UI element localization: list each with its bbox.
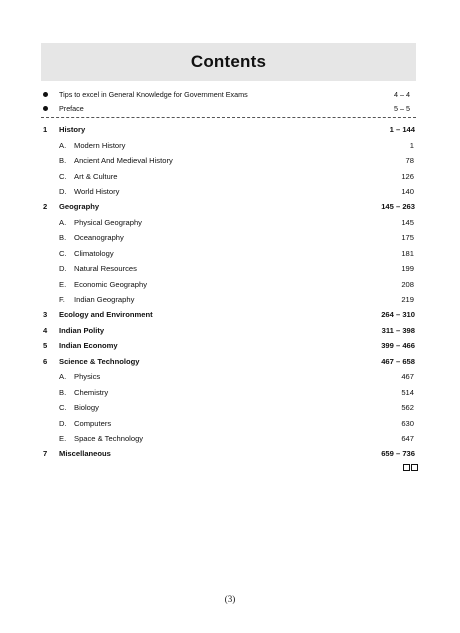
section-page: 208 [401, 279, 414, 289]
section-page: 219 [401, 295, 414, 305]
section-letter: B. [59, 233, 67, 243]
chapter-row [41, 446, 416, 461]
chapter-number: 6 [43, 356, 48, 366]
section-title: Modern History [74, 140, 126, 150]
section-letter: D. [59, 186, 67, 196]
chapter-pages: 1 – 144 [389, 125, 415, 135]
chapter-pages: 145 – 263 [381, 202, 415, 212]
page-number: (3) [224, 594, 236, 604]
section-title: Biology [74, 403, 99, 413]
section-letter: E. [59, 433, 67, 443]
section-page: 175 [401, 233, 414, 243]
section-letter: A. [59, 217, 67, 227]
chapter-title: Science & Technology [59, 356, 140, 366]
title-bar [41, 43, 416, 81]
section-title: Natural Resources [74, 264, 137, 274]
page-title: Contents [190, 52, 267, 71]
chapter-number: 5 [43, 341, 48, 351]
intro-item-pages: 4 – 4 [394, 89, 410, 99]
section-row [41, 292, 416, 307]
section-title: Computers [74, 418, 112, 428]
section-page: 145 [401, 217, 414, 227]
section-page: 181 [401, 248, 414, 258]
section-page: 199 [401, 264, 414, 274]
section-title: Space & Technology [74, 433, 144, 443]
chapter-row [41, 199, 416, 214]
chapter-title: Indian Economy [59, 341, 118, 351]
chapter-pages: 467 – 658 [381, 356, 415, 366]
section-row [41, 168, 416, 183]
chapter-pages: 659 – 736 [381, 449, 415, 459]
section-page: 630 [401, 418, 414, 428]
section-letter: C. [59, 248, 67, 258]
section-title: Physical Geography [74, 217, 142, 227]
section-row [41, 230, 416, 245]
section-letter: A. [59, 140, 67, 150]
section-page: 514 [401, 387, 414, 397]
section-row [41, 415, 416, 430]
bullet-icon [43, 106, 48, 111]
section-letter: F. [59, 295, 65, 305]
chapter-row [41, 122, 416, 137]
section-letter: C. [59, 171, 67, 181]
chapter-number: 4 [43, 325, 48, 335]
section-row [41, 276, 416, 291]
section-row [41, 137, 416, 152]
section-page: 140 [401, 186, 414, 196]
intro-item-label: Tips to excel in General Knowledge for Government Exams [59, 89, 248, 99]
section-row [41, 184, 416, 199]
section-row [41, 215, 416, 230]
chapter-row [41, 354, 416, 369]
section-title: Oceanography [74, 233, 124, 243]
section-title: Climatology [74, 248, 114, 258]
section-letter: B. [59, 387, 67, 397]
section-row [41, 246, 416, 261]
section-page: 562 [401, 403, 414, 413]
section-row [41, 369, 416, 384]
chapter-row [41, 323, 416, 338]
chapter-row [41, 338, 416, 353]
section-row [41, 261, 416, 276]
chapter-pages: 264 – 310 [381, 310, 415, 320]
intro-list [41, 87, 416, 115]
double-square-end-mark-icon [403, 464, 418, 471]
chapter-row [41, 307, 416, 322]
chapter-number: 2 [43, 202, 48, 212]
toc-list [41, 122, 416, 462]
chapter-title: Miscellaneous [59, 449, 111, 459]
section-page: 78 [405, 156, 414, 166]
section-letter: E. [59, 279, 67, 289]
chapter-title: Indian Polity [59, 325, 105, 335]
section-letter: B. [59, 156, 67, 166]
chapter-number: 3 [43, 310, 48, 320]
dashed-divider [41, 117, 416, 118]
section-page: 126 [401, 171, 414, 181]
chapter-pages: 399 – 466 [381, 341, 415, 351]
section-page: 647 [401, 433, 414, 443]
chapter-number: 1 [43, 125, 48, 135]
section-page: 1 [409, 140, 414, 150]
intro-item [41, 87, 416, 101]
section-letter: A. [59, 372, 67, 382]
section-letter: D. [59, 418, 67, 428]
section-row [41, 153, 416, 168]
section-row [41, 384, 416, 399]
intro-item-label: Preface [59, 103, 84, 113]
section-title: Chemistry [74, 387, 109, 397]
bullet-icon [43, 92, 48, 97]
section-title: Art & Culture [74, 171, 118, 181]
chapter-title: Geography [59, 202, 100, 212]
section-letter: C. [59, 403, 67, 413]
section-title: World History [74, 186, 120, 196]
section-title: Ancient And Medieval History [74, 156, 173, 166]
chapter-pages: 311 – 398 [381, 325, 415, 335]
section-row [41, 431, 416, 446]
chapter-title: Ecology and Environment [59, 310, 153, 320]
section-title: Indian Geography [74, 295, 135, 305]
section-letter: D. [59, 264, 67, 274]
intro-item-pages: 5 – 5 [394, 103, 410, 113]
section-title: Economic Geography [74, 279, 148, 289]
chapter-number: 7 [43, 449, 48, 459]
section-title: Physics [74, 372, 101, 382]
section-page: 467 [401, 372, 414, 382]
square-icon [403, 464, 410, 471]
square-icon [411, 464, 418, 471]
intro-item [41, 101, 416, 115]
chapter-title: History [59, 125, 86, 135]
section-row [41, 400, 416, 415]
